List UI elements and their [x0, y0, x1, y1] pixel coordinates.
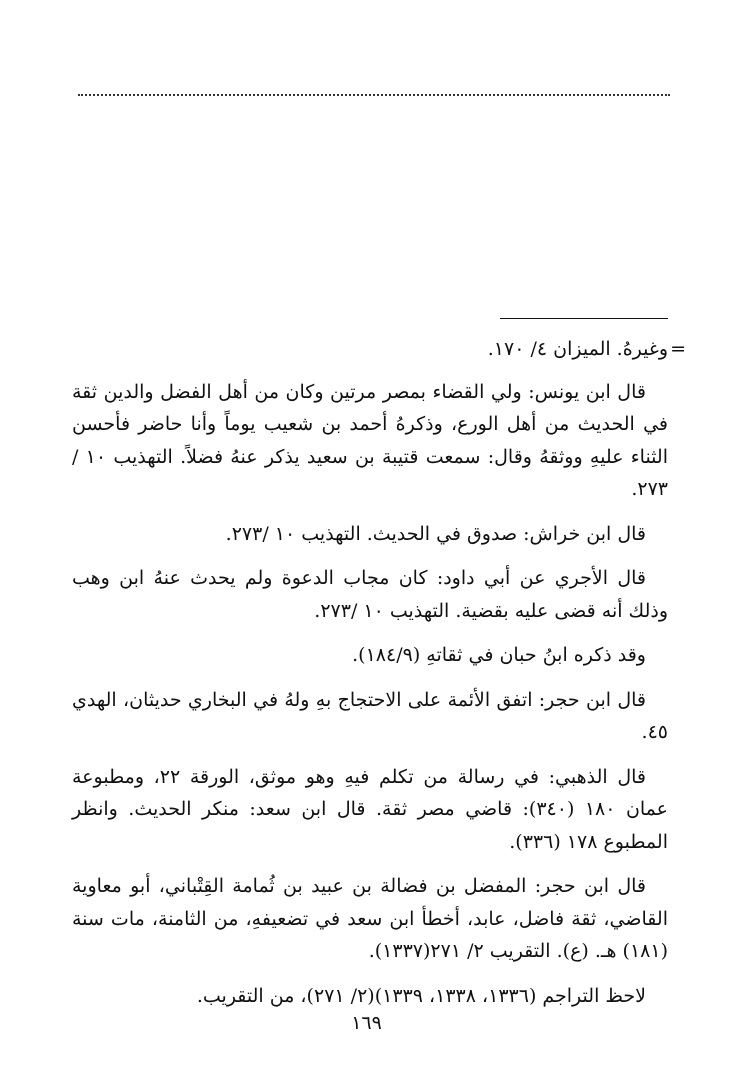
page-number: ١٦٩ [351, 1012, 382, 1034]
footnote-paragraph: وقد ذكره ابنُ حبان في ثقاتهِ (١٨٤/٩). [352, 644, 646, 666]
footnote-paragraph: قال الأجري عن أبي داود: كان مجاب الدعوة ولم يحدث عنهُ ابن وهب وذلك أنه قضى عليه بقضية. التهذيب ١٠ /٢٧٣. [72, 567, 668, 622]
footnote-paragraph: قال الذهبي: في رسالة من تكلم فيهِ وهو موثق، الورقة ٢٢، ومطبوعة عمان ١٨٠ (٣٤٠): قاضي مصر ثقة. قال ابن سعد: منكر الحديث. وانظر المطبوع ١٧٨ (٣٣٦). [72, 765, 669, 853]
dotted-separator [78, 94, 670, 96]
footnote-separator [500, 318, 668, 319]
continuation-mark: = [670, 338, 686, 360]
footnote-paragraph: قال ابن يونس: ولي القضاء بمصر مرتين وكان من أهل الفضل والدين ثقة في الحديث من أهل الورع، وذكرهُ أحمد بن شعيب يوماً وأنا حاضر فأحسن الثناء عليهِ ووثقهُ وقال: سمعت قتيبة بن سعيد يذكر عنهُ فضلاً. التهذيب ١٠ /٢٧٣. [72, 380, 668, 500]
footnote-paragraph: وغيرهُ. الميزان ٤/ ١٧٠. [487, 338, 668, 360]
footnote-continuation [72, 333, 686, 366]
footnote-body [72, 333, 686, 1024]
footnote-paragraph: قال ابن حجر: المفضل بن فضالة بن عبيد بن ثُمامة القِتْباني، أبو معاوية القاضي، ثقة فاضل، عابد، أخطأ ابن سعد في تضعيفهِ، من الثامنة، مات سنة (١٨١) هـ. (ع). التقريب ٢/ ٢٧١(١٣٣٧). [72, 875, 668, 962]
footnote-paragraph: قال ابن خراش: صدوق في الحديث. التهذيب ١٠ /٢٧٣. [225, 522, 646, 545]
footnote-paragraph: لاحظ التراجم (١٣٣٦، ١٣٣٨، ١٣٣٩)(٢/ ٢٧١)، من التقريب. [196, 984, 646, 1007]
footnote-paragraph: قال ابن حجر: اتفق الأئمة على الاحتجاج بهِ ولهُ في البخاري حديثان، الهدي ٤٥. [72, 688, 668, 743]
